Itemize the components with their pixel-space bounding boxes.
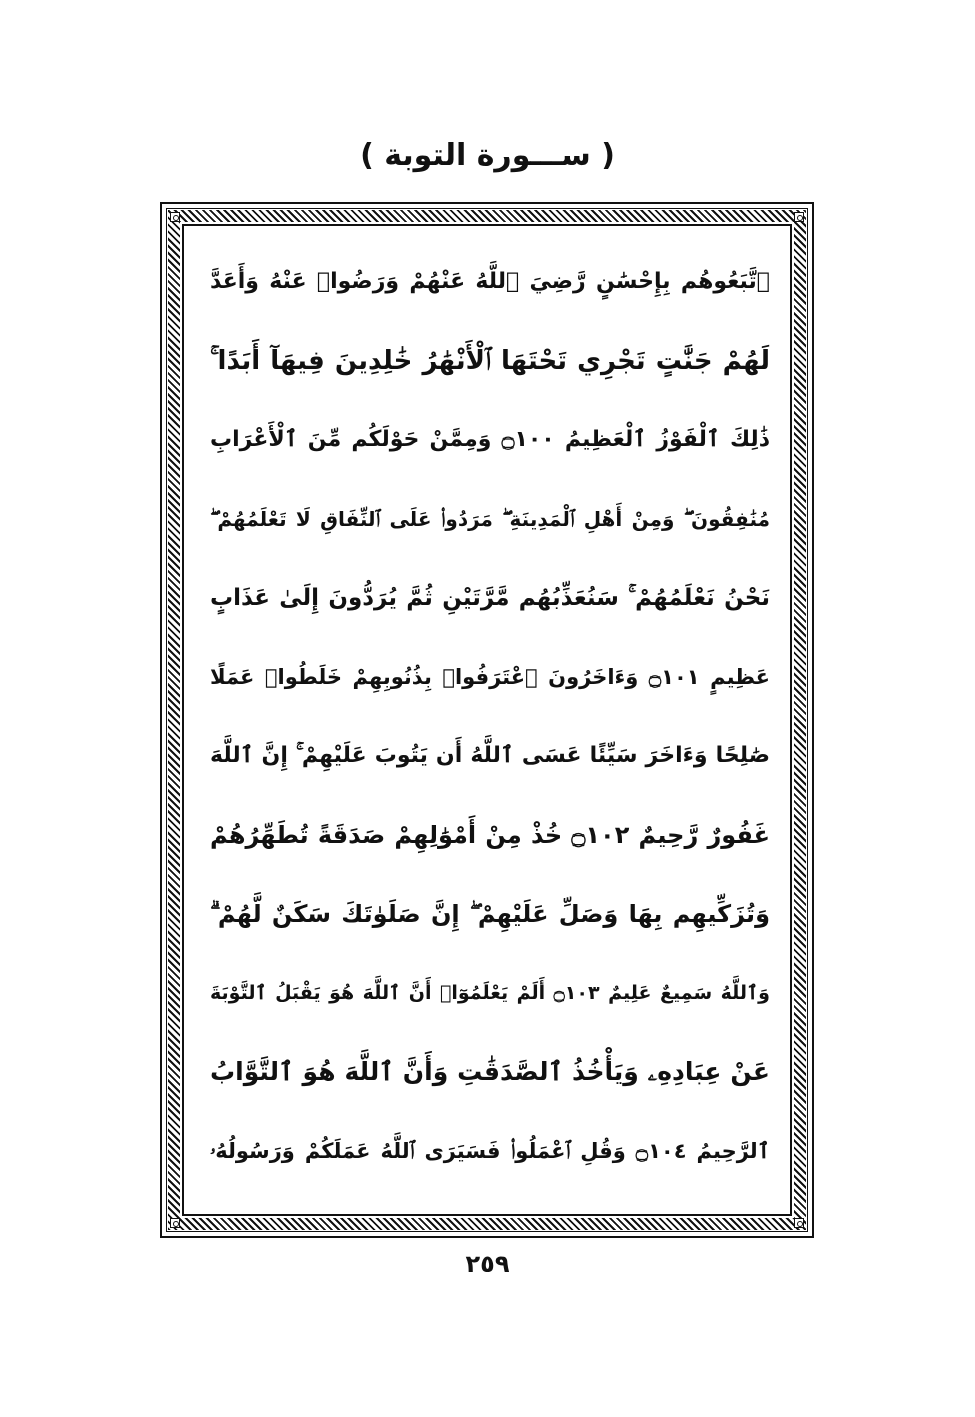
text-line-1: ٱتَّبَعُوهُم بِإِحْسَٰنٍ رَّضِيَ ٱللَّهُ عَنْهُمْ وَرَضُوا۟ عَنْهُ وَأَعَدَّ: [210, 269, 770, 294]
text-line-6: عَظِيمٍ ۝١٠١ وَءَاخَرُونَ ٱعْتَرَفُوا۟ بِذُنُوبِهِمْ خَلَطُوا۟ عَمَلًا: [210, 665, 770, 689]
text-line-11: عَنْ عِبَادِهِۦ وَيَأْخُذُ ٱلصَّدَقَٰتِ وَأَنَّ ٱللَّهَ هُوَ ٱلتَّوَّابُ: [210, 1057, 770, 1086]
corner-ornament-top-left: [170, 212, 180, 222]
text-line-7: صَٰلِحًا وَءَاخَرَ سَيِّئًا عَسَى ٱللَّهُ أَن يَتُوبَ عَلَيْهِمْ ۚ إِنَّ ٱللَّهَ: [210, 743, 770, 768]
text-line-5: نَحْنُ نَعْلَمُهُمْ ۚ سَنُعَذِّبُهُم مَّرَّتَيْنِ ثُمَّ يُرَدُّونَ إِلَىٰ عَذَابٍ: [210, 585, 770, 611]
text-line-10: وَٱللَّهُ سَمِيعٌ عَلِيمٌ ۝١٠٣ أَلَمْ يَعْلَمُوٓا۟ أَنَّ ٱللَّهَ هُوَ يَقْبَلُ ٱلتَّوْبَةَ: [210, 982, 770, 1004]
surah-title: ( ســـورة التوبة ): [360, 138, 615, 173]
quran-text-block: [210, 252, 770, 1192]
text-line-2: لَهُمْ جَنَّٰتٍ تَجْرِي تَحْتَهَا ٱلْأَنْهَٰرُ خَٰلِدِينَ فِيهَآ أَبَدًا ۚ: [210, 346, 770, 376]
text-line-3: ذَٰلِكَ ٱلْفَوْزُ ٱلْعَظِيمُ ۝١٠٠ وَمِمَّنْ حَوْلَكُم مِّنَ ٱلْأَعْرَابِ: [210, 427, 770, 452]
corner-ornament-bottom-left: [170, 1218, 180, 1228]
corner-ornament-top-right: [794, 212, 804, 222]
corner-ornament-bottom-right: [794, 1218, 804, 1228]
text-line-4: مُنَٰفِقُونَ ۖ وَمِنْ أَهْلِ ٱلْمَدِينَةِ ۖ مَرَدُوا۟ عَلَى ٱلنِّفَاقِ لَا تَعْلَمُهُمْ ۖ: [210, 507, 770, 531]
page-number: ٢٥٩: [465, 1250, 510, 1278]
text-line-12: ٱلرَّحِيمُ ۝١٠٤ وَقُلِ ٱعْمَلُوا۟ فَسَيَرَى ٱللَّهُ عَمَلَكُمْ وَرَسُولُهُۥ: [210, 1139, 770, 1163]
text-line-9: وَتُزَكِّيهِم بِهَا وَصَلِّ عَلَيْهِمْ ۖ إِنَّ صَلَوٰتَكَ سَكَنٌ لَّهُمْ ۗ: [210, 900, 770, 928]
text-line-8: غَفُورٌ رَّحِيمٌ ۝١٠٢ خُذْ مِنْ أَمْوَٰلِهِمْ صَدَقَةً تُطَهِّرُهُمْ: [210, 821, 770, 849]
